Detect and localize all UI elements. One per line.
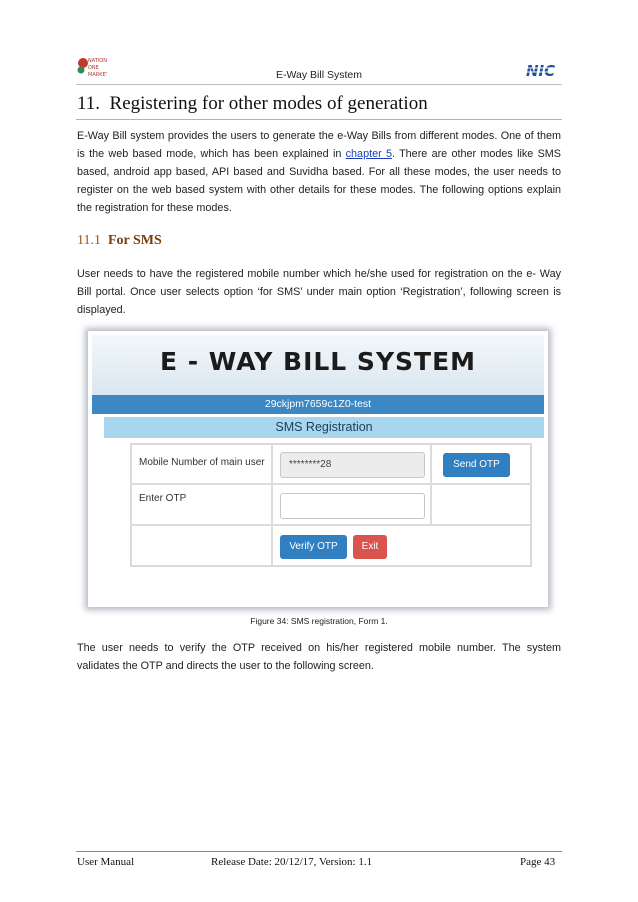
subsection-title: For SMS [107, 233, 162, 248]
mobile-number-field[interactable]: ********28 [280, 452, 425, 478]
footer-release: Release Date: 20/12/17, Version: 1.1 [211, 856, 373, 868]
form-title-bar: SMS Registration [104, 417, 544, 438]
svg-text:MARKET: MARKET [88, 72, 107, 78]
sms-registration-screenshot [88, 331, 548, 607]
svg-text:NATION: NATION [88, 58, 107, 64]
section-heading-rule [76, 119, 562, 120]
nic-logo [526, 62, 556, 78]
header-rule [76, 84, 562, 85]
eway-banner [92, 335, 544, 395]
mobile-label-cell [131, 444, 272, 484]
user-id-bar: 29ckjpm7659c1Z0-test [92, 395, 544, 414]
subsection-heading [77, 233, 162, 249]
document-title: E-Way Bill System [276, 69, 362, 81]
section-heading [77, 93, 428, 115]
footer-page: Page 43 [520, 856, 556, 868]
otp-field[interactable] [280, 493, 425, 519]
empty-cell-row2 [431, 484, 531, 525]
chapter-5-link[interactable]: chapter 5 [345, 148, 392, 160]
mobile-input-cell [272, 444, 431, 484]
action-cell [272, 525, 531, 566]
svg-text:ONE: ONE [88, 65, 99, 71]
subsection-number: 11.1 [77, 233, 101, 248]
verify-otp-button[interactable]: Verify OTP [280, 535, 347, 559]
exit-button[interactable]: Exit [353, 535, 387, 559]
otp-input-cell [272, 484, 431, 525]
sms-paragraph: User needs to have the registered mobile number which he/she used for registration on the e- Way Bill portal. Once user selects option ‘for SMS’ under main option ‘Registration’, following screen is displayed. [77, 268, 561, 316]
otp-label: Enter OTP [139, 493, 187, 504]
intro-paragraph [77, 127, 561, 217]
mobile-label: Mobile Number of main user [139, 457, 265, 468]
empty-cell-row3 [131, 525, 272, 566]
svg-text:NIC: NIC [526, 62, 556, 78]
otp-label-cell [131, 484, 272, 525]
send-otp-cell [431, 444, 531, 484]
section-number: 11. [77, 93, 101, 114]
sms-registration-form [130, 443, 532, 567]
footer-left: User Manual [77, 856, 135, 868]
figure-caption: Figure 34: SMS registration, Form 1. [250, 616, 388, 626]
section-title: Registering for other modes of generation [109, 93, 428, 114]
send-otp-button[interactable]: Send OTP [443, 453, 510, 477]
intro-text-1: E-Way Bill system provides the users to generate the e-Way Bills from different modes. One of them is the web based mode, which has been explained in [77, 130, 561, 160]
intro-text-2: . There are other modes like SMS based, android app based, API based and Suvidha based. For all these modes, the user needs to register on the web based system with other details for these modes. The following options explain the registration for these modes. [77, 148, 561, 214]
banner-title: E - WAY BILL SYSTEM [159, 347, 477, 376]
closing-paragraph: The user needs to verify the OTP received on his/her registered mobile number. The system validates the OTP and directs the user to the following screen. [77, 642, 561, 672]
footer-rule [76, 851, 562, 852]
